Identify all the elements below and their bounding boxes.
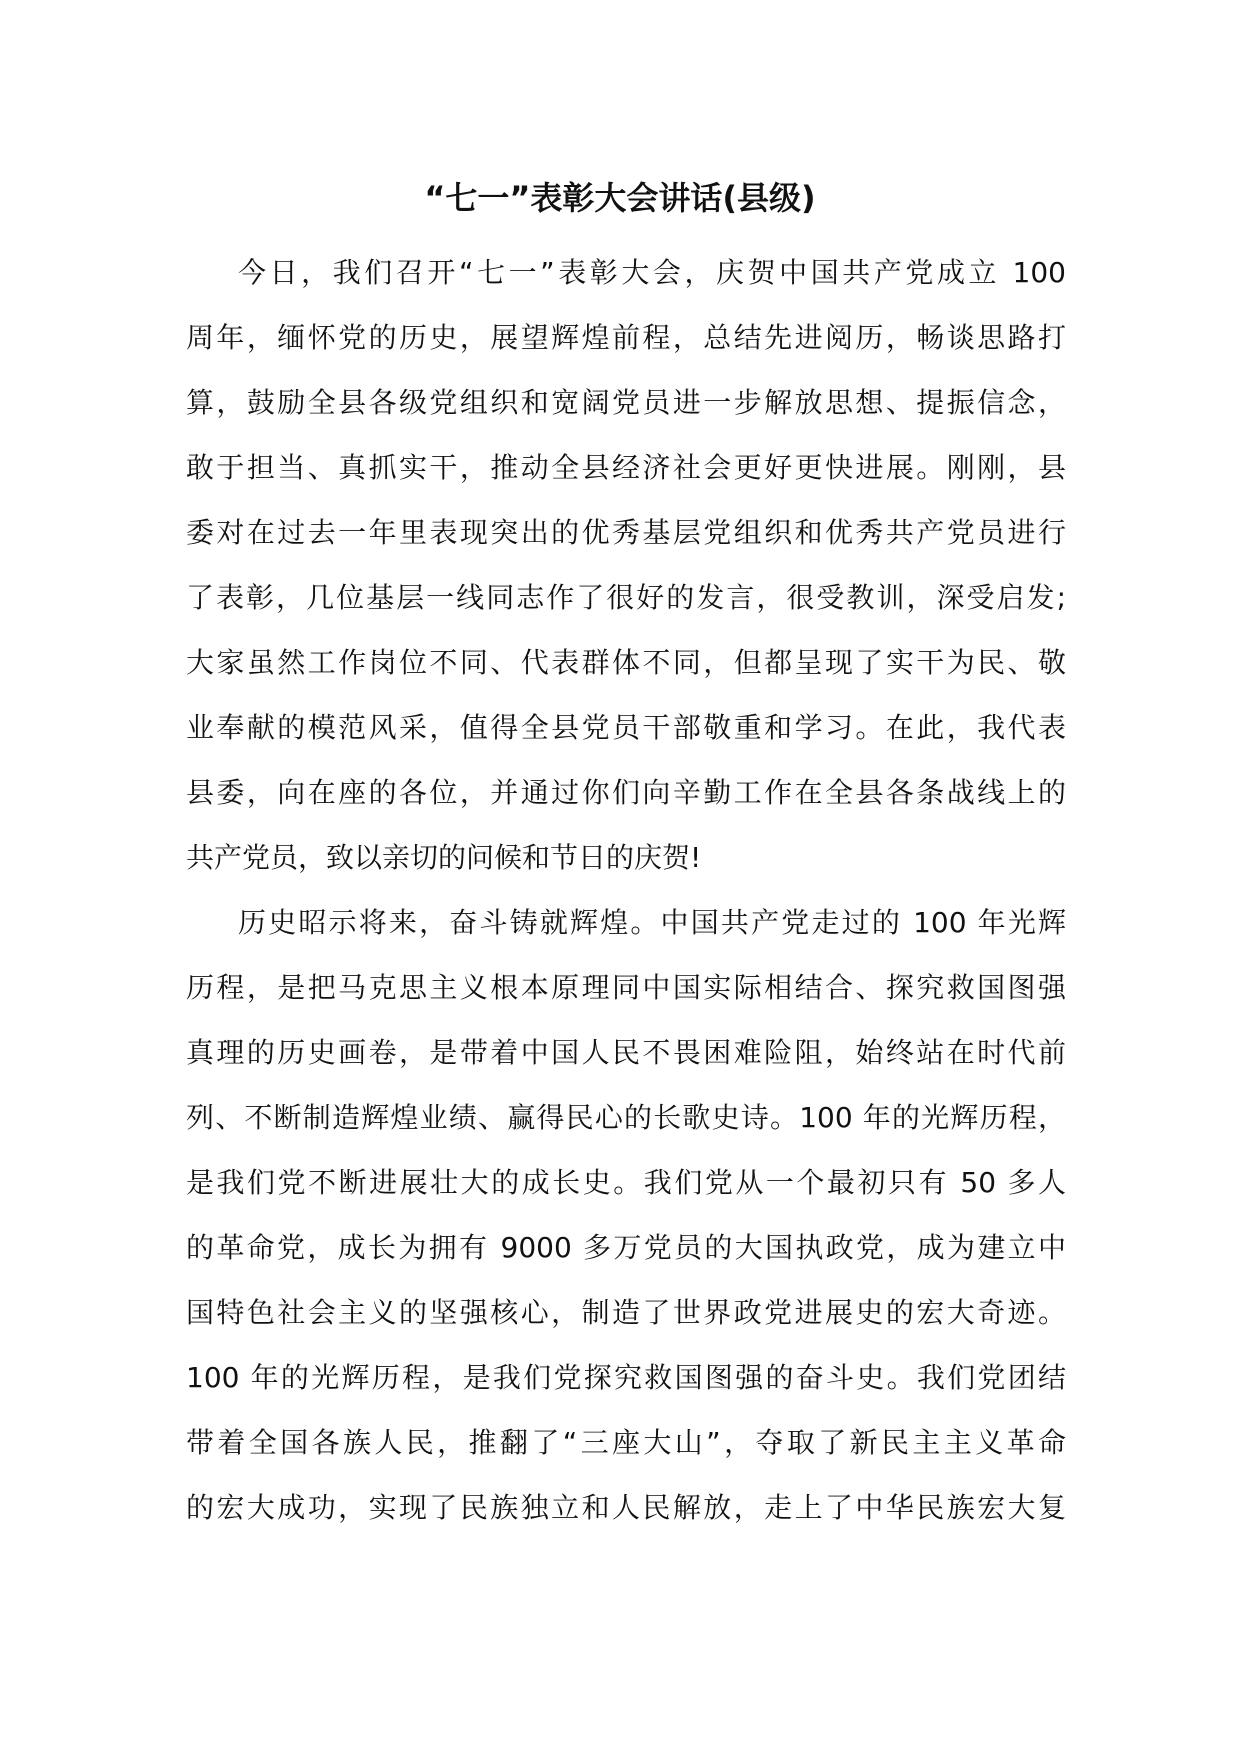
text-line: 算，鼓励全县各级党组织和宽阔党员进一步解放思想、提振信念， (186, 386, 1066, 419)
text-line: 委对在过去一年里表现突出的优秀基层党组织和优秀共产党员进行 (186, 516, 1066, 549)
text-line: 周年，缅怀党的历史，展望辉煌前程，总结先进阅历，畅谈思路打 (186, 321, 1066, 354)
text-line: 县委，向在座的各位，并通过你们向辛勤工作在全县各条战线上的 (186, 776, 1066, 809)
text-line: 历程，是把马克思主义根本原理同中国实际相结合、探究救国图强 (186, 971, 1066, 1004)
text-line: 100 年的光辉历程，是我们党探究救国图强的奋斗史。我们党团结 (186, 1361, 1066, 1394)
document-title: “七一”表彰大会讲话(县级) (424, 179, 816, 217)
text-line: 国特色社会主义的坚强核心，制造了世界政党进展史的宏大奇迹。 (186, 1296, 1066, 1329)
paragraph-1 (186, 240, 1066, 890)
text-line: 的革命党，成长为拥有 9000 多万党员的大国执政党，成为建立中 (186, 1231, 1066, 1264)
text-line: 共产党员，致以亲切的问候和节日的庆贺! (186, 841, 702, 874)
paragraph-2 (186, 890, 1066, 1540)
text-line: 业奉献的模范风采，值得全县党员干部敬重和学习。在此，我代表 (186, 711, 1066, 744)
text-line: 大家虽然工作岗位不同、代表群体不同，但都呈现了实干为民、敬 (186, 646, 1066, 679)
text-line: 真理的历史画卷，是带着中国人民不畏困难险阻，始终站在时代前 (186, 1036, 1066, 1069)
text-line: 的宏大成功，实现了民族独立和人民解放，走上了中华民族宏大复 (186, 1491, 1066, 1524)
document-body (186, 240, 1066, 1540)
text-line: 历史昭示将来，奋斗铸就辉煌。中国共产党走过的 100 年光辉 (238, 906, 1066, 939)
text-line: 敢于担当、真抓实干，推动全县经济社会更好更快进展。刚刚，县 (186, 451, 1066, 484)
text-line: 列、不断制造辉煌业绩、赢得民心的长歌史诗。100 年的光辉历程， (186, 1101, 1066, 1134)
text-line: 是我们党不断进展壮大的成长史。我们党从一个最初只有 50 多人 (186, 1166, 1066, 1199)
text-line: 了表彰，几位基层一线同志作了很好的发言，很受教训，深受启发; (186, 581, 1066, 614)
text-line: 带着全国各族人民，推翻了“三座大山”，夺取了新民主主义革命 (186, 1426, 1066, 1459)
text-line: 今日，我们召开“七一”表彰大会，庆贺中国共产党成立 100 (238, 256, 1066, 289)
